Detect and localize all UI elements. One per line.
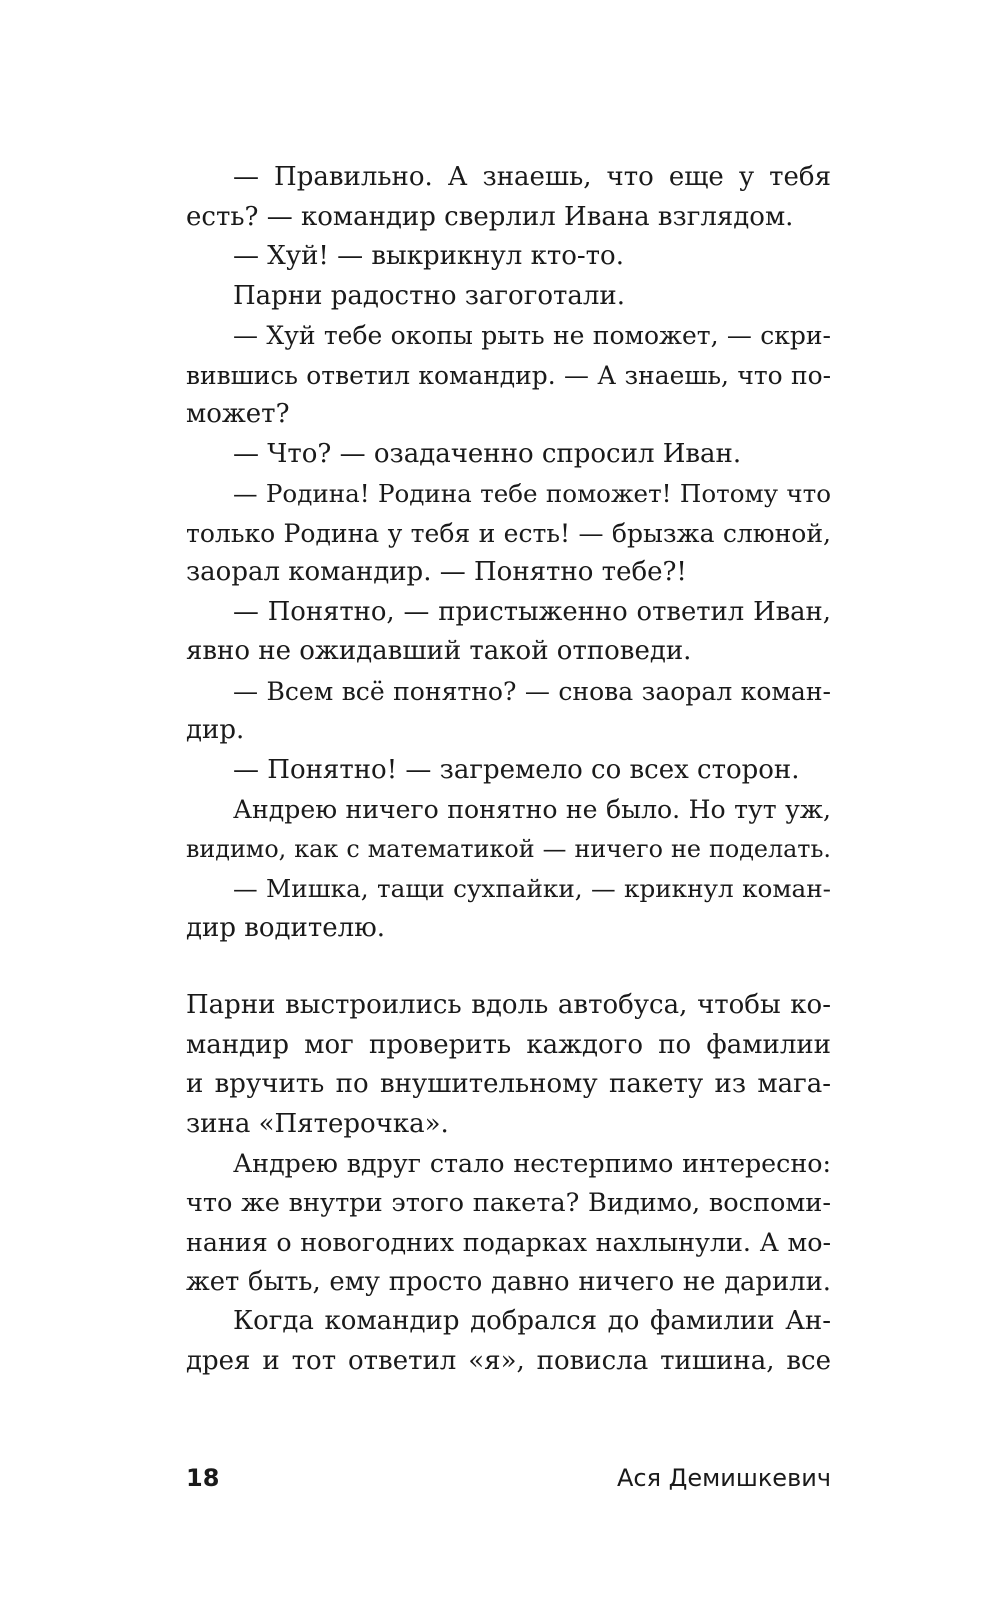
text-line: дир водителю. (186, 912, 386, 943)
page-number: 18 (186, 1464, 220, 1492)
text-line: может? (186, 399, 290, 429)
text-line: — Хуй! — выкрикнул кто-то. (233, 241, 624, 271)
text-line: — Понятно, — пристыженно ответил Иван, (233, 596, 831, 627)
text-line: — Понятно! — загремело со всех сторон. (233, 754, 800, 785)
text-line: явно не ожидавший такой отповеди. (186, 636, 692, 666)
text-line: и вручить по внушительному пакету из мага- (186, 1069, 831, 1099)
text-line: Андрею ничего понятно не было. Но тут уж, (233, 795, 831, 824)
text-block-narrative (186, 986, 831, 1381)
text-line: мандир мог проверить каждого по фамилии (186, 1029, 831, 1060)
running-footer-author: Ася Демишкевич (616, 1464, 831, 1492)
text-line: Парни радостно загоготали. (233, 280, 625, 311)
text-line: Парни выстроились вдоль автобуса, чтобы ко- (186, 990, 831, 1020)
text-line: дир. (186, 715, 245, 745)
text-line: что же внутри этого пакета? Видимо, воспоми- (186, 1187, 831, 1218)
text-line: есть? — командир сверлил Ивана взглядом. (186, 201, 794, 232)
text-line: дрея и тот ответил «я», повисла тишина, все (186, 1345, 831, 1376)
text-line: — Что? — озадаченно спросил Иван. (233, 438, 742, 469)
text-line: — Мишка, тащи сухпайки, — крикнул коман- (233, 874, 831, 903)
text-line: видимо, как с математикой — ничего не поделать. (186, 834, 831, 863)
text-line: жет быть, ему просто давно ничего не дарили. (186, 1266, 831, 1297)
text-line: — Всем всё понятно? — снова заорал коман- (233, 676, 831, 706)
text-line: вившись ответил командир. — А знаешь, что по- (186, 360, 831, 390)
text-line: — Родина! Родина тебе поможет! Потому что (233, 479, 831, 508)
text-line: — Правильно. А знаешь, что еще у тебя (233, 162, 831, 192)
text-line: нания о новогодних подарках нахлынули. А мо- (186, 1227, 831, 1257)
text-line: Когда командир добрался до фамилии Ан- (233, 1306, 831, 1336)
text-line: — Хуй тебе окопы рыть не поможет, — скри- (233, 321, 831, 350)
text-block-dialogue (186, 158, 831, 948)
text-line: заорал командир. — Понятно тебе?! (186, 557, 687, 587)
text-line: зина «Пятерочка». (186, 1108, 449, 1139)
text-line: Андрею вдруг стало нестерпимо интересно: (233, 1148, 831, 1178)
text-line: только Родина у тебя и есть! — брызжа слюной, (186, 518, 831, 548)
